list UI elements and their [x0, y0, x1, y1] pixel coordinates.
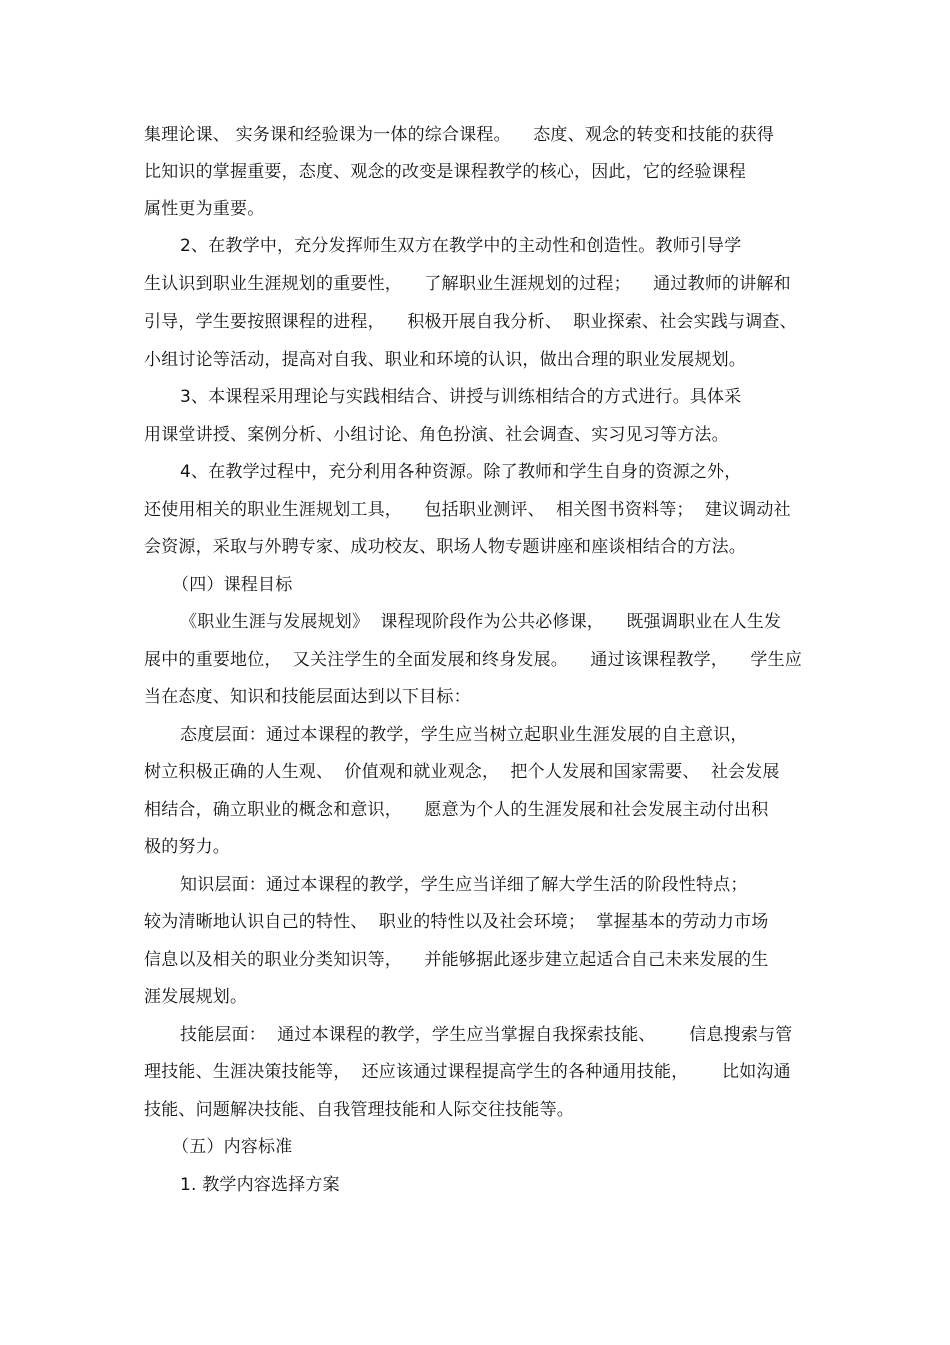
text-line: 知识层面：通过本课程的教学，学生应当详细了解大学生活的阶段性特点；: [180, 875, 748, 895]
text-line: 还使用相关的职业生涯规划工具， 包括职业测评、 相关图书资料等； 建议调动社: [144, 500, 791, 520]
section-heading: （五）内容标准: [172, 1137, 293, 1157]
text-line: 技能层面： 通过本课程的教学，学生应当掌握自我探索技能、 信息搜索与管: [180, 1025, 793, 1045]
text-line: 引导，学生要按照课程的进程， 积极开展自我分析、 职业探索、社会实践与调查、: [144, 312, 797, 332]
text-line: 理技能、生涯决策技能等， 还应该通过课程提高学生的各种通用技能， 比如沟通: [144, 1062, 791, 1082]
text-line: 当在态度、知识和技能层面达到以下目标：: [144, 687, 471, 707]
text-line: 展中的重要地位， 又关注学生的全面发展和终身发展。 通过该课程教学， 学生应: [144, 650, 803, 670]
text-line: 4、在教学过程中，充分利用各种资源。除了教师和学生自身的资源之外，: [180, 462, 742, 482]
text-line: 《职业生涯与发展规划》 课程现阶段作为公共必修课， 既强调职业在人生发: [180, 612, 782, 632]
text-line: 树立积极正确的人生观、 价值观和就业观念， 把个人发展和国家需要、 社会发展: [144, 762, 780, 782]
text-line: 技能、问题解决技能、自我管理技能和人际交往技能等。: [144, 1100, 574, 1120]
text-line: 态度层面：通过本课程的教学，学生应当树立起职业生涯发展的自主意识，: [180, 725, 748, 745]
text-line: 比知识的掌握重要，态度、观念的改变是课程教学的核心，因此，它的经验课程: [144, 162, 746, 182]
text-line: 相结合，确立职业的概念和意识， 愿意为个人的生涯发展和社会发展主动付出积: [144, 800, 769, 820]
section-heading: （四）课程目标: [172, 575, 293, 595]
text-line: 较为清晰地认识自己的特性、 职业的特性以及社会环境； 掌握基本的劳动力市场: [144, 912, 769, 932]
text-line: 用课堂讲授、案例分析、小组讨论、角色扮演、社会调查、实习见习等方法。: [144, 425, 729, 445]
text-line: 极的努力。: [144, 837, 230, 857]
text-line: 属性更为重要。: [144, 199, 265, 219]
text-line: 信息以及相关的职业分类知识等， 并能够据此逐步建立起适合自己未来发展的生: [144, 950, 769, 970]
text-line: 小组讨论等活动，提高对自我、职业和环境的认识，做出合理的职业发展规划。: [144, 350, 746, 370]
text-line: 生认识到职业生涯规划的重要性， 了解职业生涯规划的过程； 通过教师的讲解和: [144, 274, 791, 294]
text-line: 会资源，采取与外聘专家、成功校友、职场人物专题讲座和座谈相结合的方法。: [144, 537, 746, 557]
text-line: 集理论课、 实务课和经验课为一体的综合课程。 态度、观念的转变和技能的获得: [144, 125, 775, 145]
text-line: 3、本课程采用理论与实践相结合、讲授与训练相结合的方式进行。具体采: [180, 387, 742, 407]
subsection-heading: 1. 教学内容选择方案: [180, 1175, 340, 1195]
text-line: 2、在教学中，充分发挥师生双方在教学中的主动性和创造性。教师引导学: [180, 236, 742, 256]
text-line: 涯发展规划。: [144, 987, 248, 1007]
